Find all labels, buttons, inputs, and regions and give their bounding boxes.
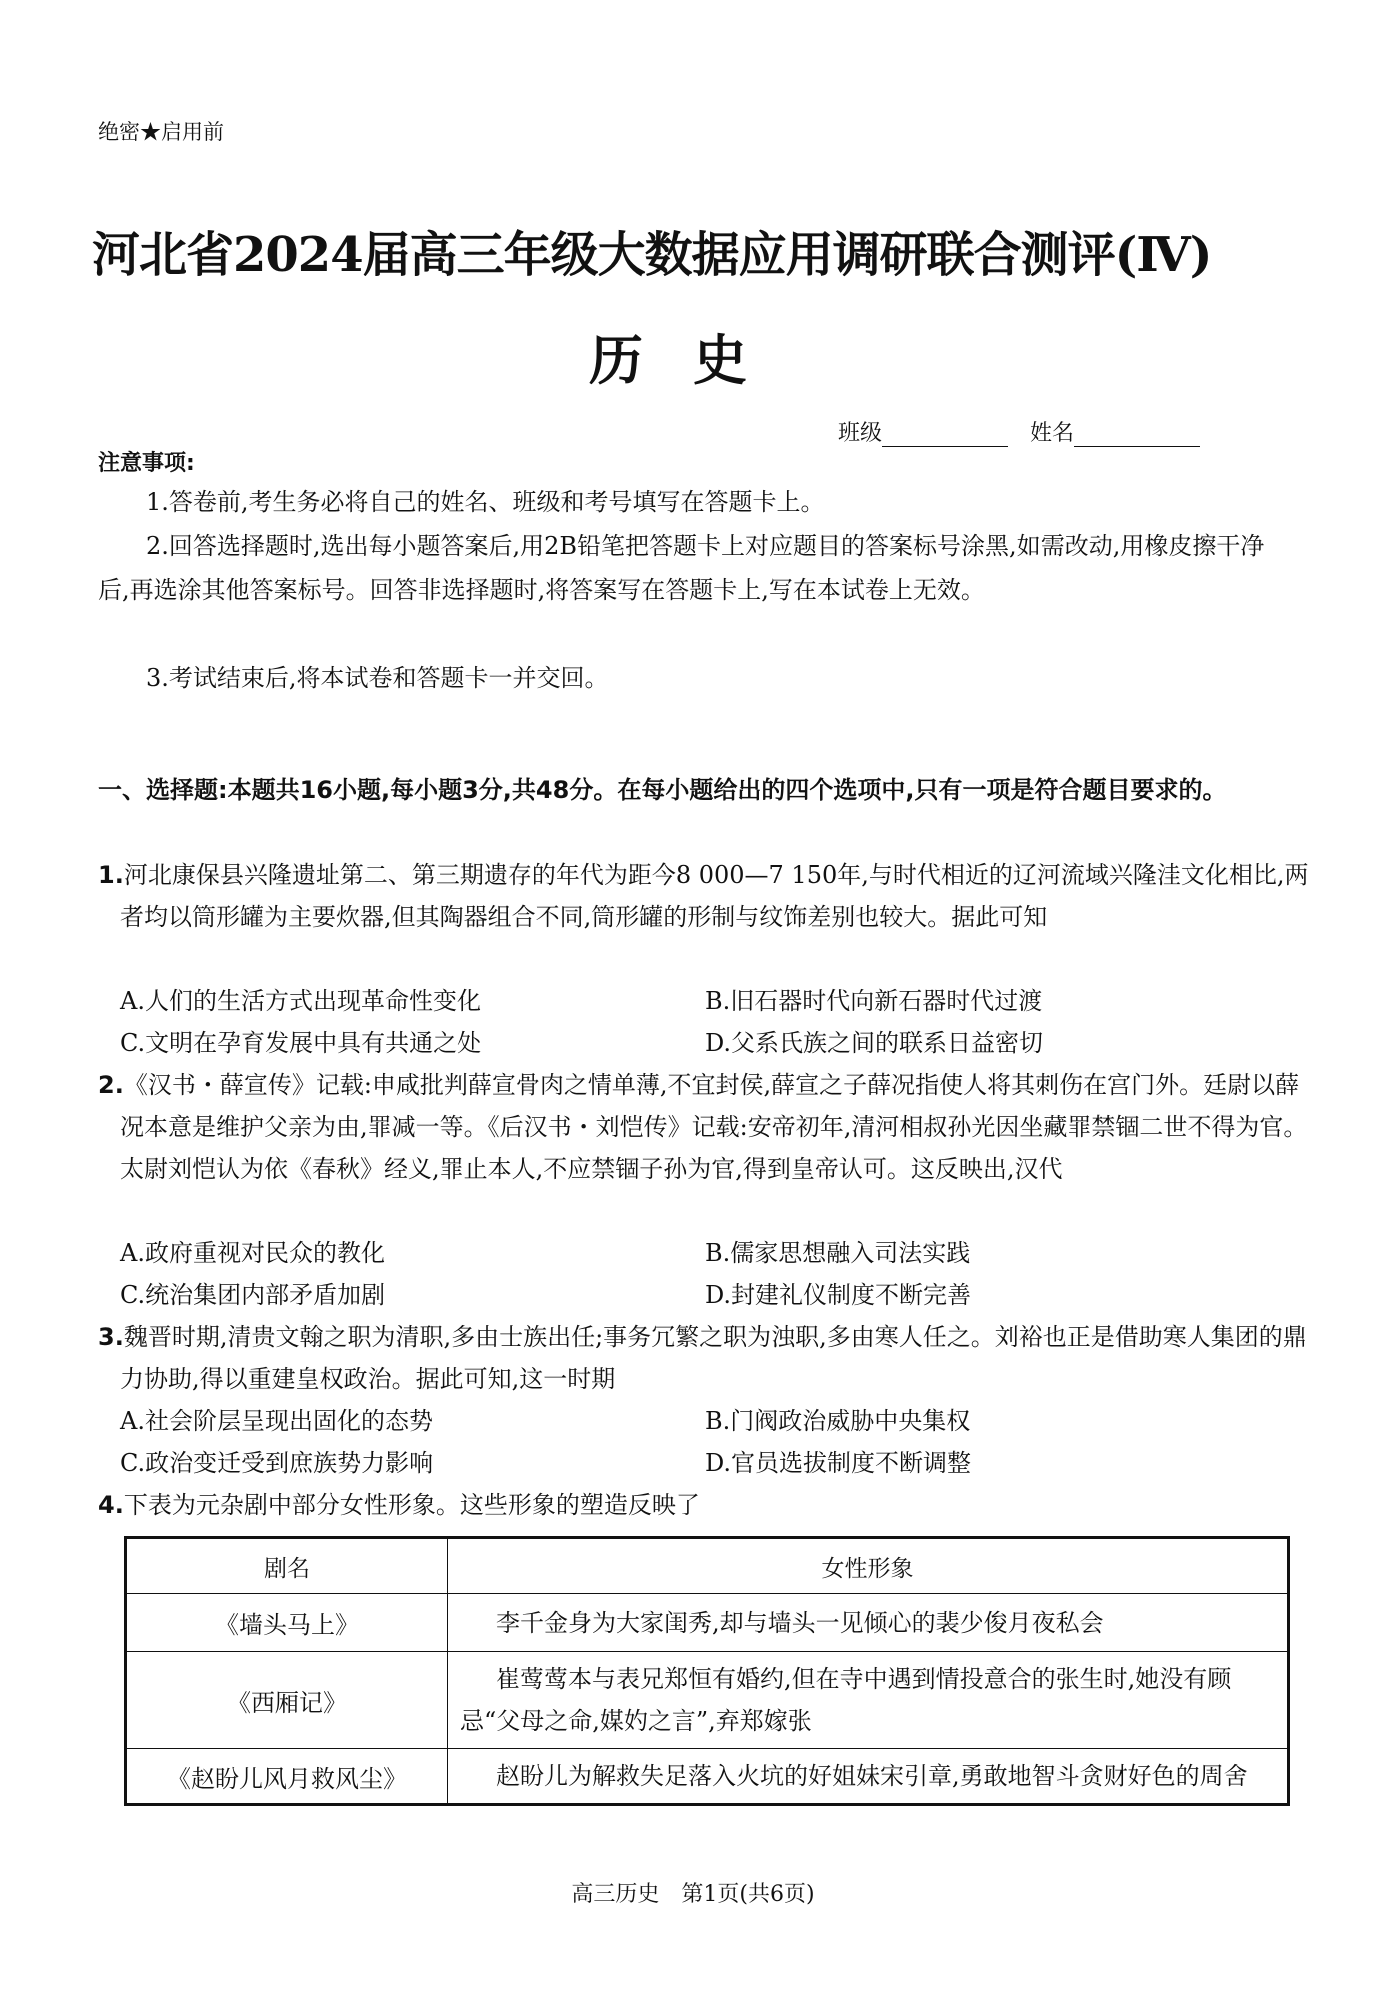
question-number: 4. [98,1491,124,1519]
table-header: 剧名 [126,1538,448,1594]
name-label: 姓名 [1030,421,1075,446]
question-1-options [120,980,1290,1064]
section-heading: 一、选择题:本题共16小题,每小题3分,共48分。在每小题给出的四个选项中,只有一项是符合题目要求的。 [98,776,1227,804]
question-stem: 魏晋时期,清贵文翰之职为清职,多由士族出任;事务冗繁之职为浊职,多由寒人任之。刘裕也正是借助寒人集团的鼎力协助,得以重建皇权政治。据此可知,这一时期 [120,1323,1307,1393]
name-blank [1074,424,1200,447]
question-stem: 下表为元杂剧中部分女性形象。这些形象的塑造反映了 [123,1491,700,1519]
option-b: B.旧石器时代向新石器时代过渡 [705,987,1043,1015]
table-header: 女性形象 [448,1538,1289,1594]
class-name-line [838,416,1222,447]
table-cell: 崔莺莺本与表兄郑恒有婚约,但在寺中遇到情投意合的张生时,她没有顾忌“父母之命,媒妁之言”,弃郑嫁张 [448,1652,1289,1749]
option-a: A.人们的生活方式出现革命性变化 [120,987,481,1015]
option-c: C.政治变迁受到庶族势力影响 [120,1449,434,1477]
question-3-options [120,1400,1290,1484]
notice-item: 1.答卷前,考生务必将自己的姓名、班级和考号填写在答题卡上。 [146,488,825,516]
question-2-options [120,1232,1290,1316]
class-label: 班级 [838,421,883,446]
table-cell: 《西厢记》 [126,1652,448,1749]
option-b: B.门阀政治威胁中央集权 [705,1407,971,1435]
class-blank [882,424,1008,447]
option-b: B.儒家思想融入司法实践 [705,1239,971,1267]
table-header-row [126,1538,1289,1594]
question-stem: 河北康保县兴隆遗址第二、第三期遗存的年代为距今8 000—7 150年,与时代相近的辽河流域兴隆洼文化相比,两者均以筒形罐为主要炊器,但其陶器组合不同,筒形罐的形制与纹饰差别也较大。据此可知 [120,861,1309,931]
table-cell: 李千金身为大家闺秀,却与墙头一见倾心的裴少俊月夜私会 [448,1594,1289,1652]
question-3 [98,1316,1316,1400]
option-a: A.政府重视对民众的教化 [120,1239,385,1267]
notice-item: 2.回答选择题时,选出每小题答案后,用2B铅笔把答题卡上对应题目的答案标号涂黑,如需改动,用橡皮擦干净后,再选涂其他答案标号。回答非选择题时,将答案写在答题卡上,写在本试卷上无效。 [98,532,1265,604]
confidential-mark: 绝密★启用前 [98,120,224,144]
table-row [126,1594,1289,1652]
drama-table [124,1536,1290,1806]
option-d: D.封建礼仪制度不断完善 [705,1281,972,1309]
option-c: C.统治集团内部矛盾加剧 [120,1281,386,1309]
exam-title: 河北省2024届高三年级大数据应用调研联合测评(Ⅳ) [92,227,1212,283]
subject-title: 历史 [589,328,797,392]
question-2 [98,1064,1316,1190]
notice-heading: 注意事项: [98,451,195,476]
notice-item: 3.考试结束后,将本试卷和答题卡一并交回。 [146,664,609,692]
table-cell: 《赵盼儿风月救风尘》 [126,1749,448,1805]
question-4 [98,1484,1316,1526]
page-footer: 高三历史 第1页(共6页) [571,1882,815,1907]
question-number: 3. [98,1323,124,1351]
option-d: D.官员选拔制度不断调整 [705,1449,972,1477]
option-d: D.父系氏族之间的联系日益密切 [705,1029,1044,1057]
question-stem: 《汉书・薛宣传》记载:申咸批判薛宣骨肉之情单薄,不宜封侯,薛宣之子薛况指使人将其刺伤在宫门外。廷尉以薛况本意是维护父亲为由,罪减一等。《后汉书・刘恺传》记载:安帝初年,清河相叔孙光因坐藏罪禁锢二世不得为官。太尉刘恺认为依《春秋》经义,罪止本人,不应禁锢子孙为官,得到皇帝认可。这反映出,汉代 [120,1071,1308,1183]
table-row [126,1652,1289,1749]
table-cell: 赵盼儿为解救失足落入火坑的好姐妹宋引章,勇敢地智斗贪财好色的周舍 [448,1749,1289,1805]
table-cell: 《墙头马上》 [126,1594,448,1652]
question-number: 2. [98,1071,124,1099]
table-row [126,1749,1289,1805]
question-number: 1. [98,861,124,889]
option-c: C.文明在孕育发展中具有共通之处 [120,1029,482,1057]
option-a: A.社会阶层呈现出固化的态势 [120,1407,433,1435]
question-1 [98,854,1316,938]
